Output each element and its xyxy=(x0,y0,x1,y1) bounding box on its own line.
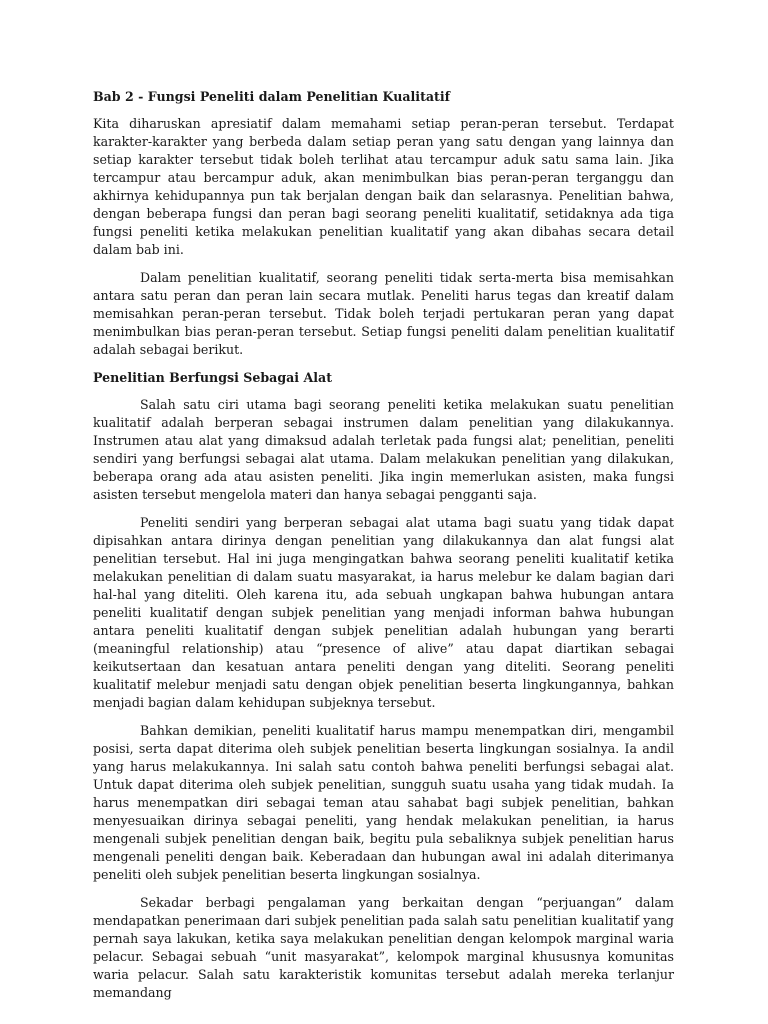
intro-paragraph: Dalam penelitian kualitatif, seorang peneliti tidak serta-merta bisa memisahkan antara satu peran dan peran lain secara mutlak. Peneliti harus tegas dan kreatif dalam memisahkan peran-peran tersebut. Tidak boleh terjadi pertukaran peran yang dapat menimbulkan bias peran-peran tersebut. Setiap fungsi peneliti dalam penelitian kualitatif adalah sebagai berikut. xyxy=(93,270,674,357)
body-paragraph: Sekadar berbagi pengalaman yang berkaitan dengan “perjuangan” dalam mendapatkan penerimaan dari subjek penelitian pada salah satu penelitian kualitatif yang pernah saya lakukan, ketika saya melakukan penelitian dengan kelompok marginal waria pelacur. Sebagai sebuah “unit masyarakat”, kelompok marginal khususnya komunitas waria pelacur. Salah satu karakteristik komunitas tersebut adalah mereka terlanjur memandang xyxy=(93,895,674,1000)
body-paragraph: Salah satu ciri utama bagi seorang peneliti ketika melakukan suatu penelitian kualitatif adalah berperan sebagai instrumen dalam penelitian yang dilakukannya. Instrumen atau alat yang dimaksud adalah terletak pada fungsi alat; penelitian, peneliti sendiri yang berfungsi sebagai alat utama. Dalam melakukan penelitian yang dilakukan, beberapa orang ada atau asisten peneliti. Jika ingin memerlukan asisten, maka fungsi asisten tersebut mengelola materi dan hanya sebagai pengganti saja. xyxy=(93,397,674,502)
document-page xyxy=(93,88,674,1012)
chapter-title: Bab 2 - Fungsi Peneliti dalam Penelitian Kualitatif xyxy=(93,89,451,104)
intro-paragraph: Kita diharuskan apresiatif dalam memahami setiap peran-peran tersebut. Terdapat karakter-karakter yang berbeda dalam setiap peran yang satu dengan yang lainnya dan setiap karakter tersebut tidak boleh terlihat atau tercampur aduk satu sama lain. Jika tercampur atau bercampur aduk, akan menimbulkan bias peran-peran terganggu dan akhirnya kehidupannya pun tak berjalan dengan baik dan selarasnya. Penelitian bahwa, dengan beberapa fungsi dan peran bagi seorang peneliti kualitatif, setidaknya ada tiga fungsi peneliti ketika melakukan penelitian kualitatif yang akan dibahas secara detail dalam bab ini. xyxy=(93,116,674,257)
body-paragraph: Bahkan demikian, peneliti kualitatif harus mampu menempatkan diri, mengambil posisi, serta dapat diterima oleh subjek penelitian beserta lingkungan sosialnya. Ia andil yang harus melakukannya. Ini salah satu contoh bahwa peneliti berfungsi sebagai alat. Untuk dapat diterima oleh subjek penelitian, sungguh suatu usaha yang tidak mudah. Ia harus menempatkan diri sebagai teman atau sahabat bagi subjek penelitian, bahkan menyesuaikan dirinya sebagai peneliti, yang hendak melakukan penelitian, ia harus mengenali subjek penelitian dengan baik, begitu pula sebaliknya subjek penelitian harus mengenali peneliti dengan baik. Keberadaan dan hubungan awal ini adalah diterimanya peneliti oleh subjek penelitian beserta lingkungan sosialnya. xyxy=(93,723,674,882)
section-heading: Penelitian Berfungsi Sebagai Alat xyxy=(93,370,333,385)
body-paragraph: Peneliti sendiri yang berperan sebagai alat utama bagi suatu yang tidak dapat dipisahkan antara dirinya dengan penelitian yang dilakukannya dan alat fungsi alat penelitian tersebut. Hal ini juga mengingatkan bahwa seorang peneliti kualitatif ketika melakukan penelitian di dalam suatu masyarakat, ia harus melebur ke dalam bagian dari hal-hal yang diteliti. Oleh karena itu, ada sebuah ungkapan bahwa hubungan antara peneliti kualitatif dengan subjek penelitian yang menjadi informan bahwa hubungan antara peneliti kualitatif dengan subjek penelitian adalah hubungan yang berarti (meaningful relationship) atau “presence of alive” atau dapat diartikan sebagai keikutsertaan dan kesatuan antara peneliti dengan yang diteliti. Seorang peneliti kualitatif melebur menjadi satu dengan objek penelitian beserta lingkungannya, bahkan menjadi bagian dalam kehidupan subjeknya tersebut. xyxy=(93,515,674,710)
